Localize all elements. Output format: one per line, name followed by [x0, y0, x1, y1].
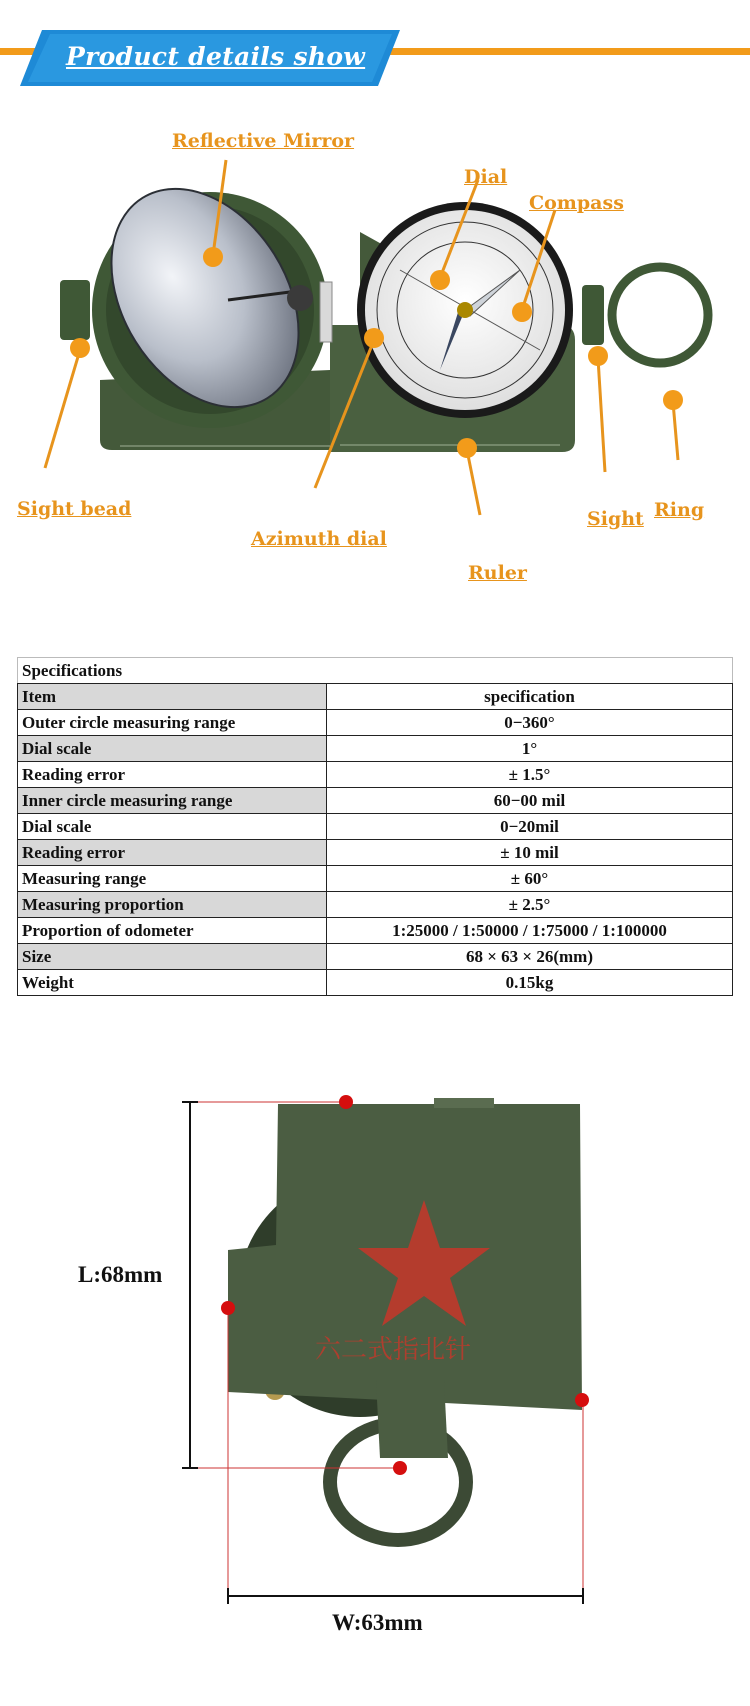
spec-value: 0−360° — [327, 710, 733, 736]
width-dimension — [332, 1610, 423, 1636]
spec-item: Reading error — [18, 762, 327, 788]
spec-title: Specifications — [18, 658, 733, 684]
compass-closed-illustration — [0, 1080, 750, 1640]
spec-item: Outer circle measuring range — [18, 710, 327, 736]
width-label: W: — [332, 1610, 362, 1635]
spec-row — [18, 840, 733, 866]
spec-row — [18, 970, 733, 996]
spec-row — [18, 736, 733, 762]
spec-item: Dial scale — [18, 736, 327, 762]
length-dimension — [78, 1262, 162, 1288]
spec-item: Weight — [18, 970, 327, 996]
spec-header-row — [18, 684, 733, 710]
spec-row — [18, 892, 733, 918]
callout-sight: Sight — [587, 508, 644, 530]
spec-item: Measuring range — [18, 866, 327, 892]
spec-row — [18, 710, 733, 736]
spec-row — [18, 944, 733, 970]
spec-value: ± 60° — [327, 866, 733, 892]
spec-item: Inner circle measuring range — [18, 788, 327, 814]
spec-item: Size — [18, 944, 327, 970]
spec-row — [18, 866, 733, 892]
spec-header-value: specification — [327, 684, 733, 710]
callout-sight-bead: Sight bead — [17, 498, 132, 520]
spec-value: 1:25000 / 1:50000 / 1:75000 / 1:100000 — [327, 918, 733, 944]
length-value: 68mm — [101, 1262, 163, 1287]
length-label: L: — [78, 1262, 101, 1287]
spec-item: Proportion of odometer — [18, 918, 327, 944]
width-value: 63mm — [361, 1610, 423, 1635]
callout-dial: Dial — [464, 166, 508, 188]
spec-title-row — [18, 658, 733, 684]
callout-ruler: Ruler — [468, 562, 527, 584]
spec-value: 1° — [327, 736, 733, 762]
spec-header-item: Item — [18, 684, 327, 710]
spec-value: 0−20mil — [327, 814, 733, 840]
spec-value: ± 1.5° — [327, 762, 733, 788]
spec-value: 68 × 63 × 26(mm) — [327, 944, 733, 970]
specifications-table — [17, 657, 733, 996]
spec-value: 60−00 mil — [327, 788, 733, 814]
spec-value: ± 10 mil — [327, 840, 733, 866]
spec-row — [18, 788, 733, 814]
spec-row — [18, 814, 733, 840]
spec-row — [18, 762, 733, 788]
spec-item: Reading error — [18, 840, 327, 866]
callout-reflective-mirror: Reflective Mirror — [172, 130, 355, 152]
spec-value: 0.15kg — [327, 970, 733, 996]
page-title: Product details show — [66, 42, 366, 71]
spec-item: Dial scale — [18, 814, 327, 840]
callout-ring: Ring — [654, 499, 705, 521]
callout-azimuth-dial: Azimuth dial — [251, 528, 387, 550]
spec-value: ± 2.5° — [327, 892, 733, 918]
spec-row — [18, 918, 733, 944]
spec-item: Measuring proportion — [18, 892, 327, 918]
cover-chinese-text: 六二式指北针 — [314, 1335, 472, 1365]
callout-compass: Compass — [529, 192, 624, 214]
